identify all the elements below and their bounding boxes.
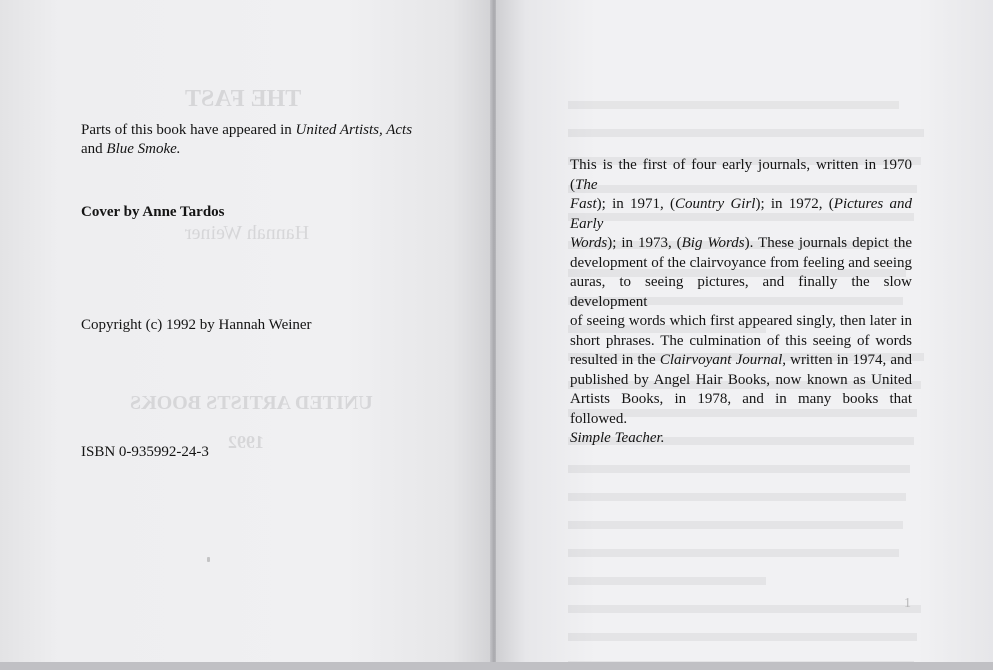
intro-text: ); in 1973, (: [607, 235, 682, 251]
intro-text: of seeing words which first appeared singly, then later in: [570, 313, 912, 329]
intro-line: [570, 156, 912, 195]
ack-publication-1: United Artists, Acts: [295, 122, 413, 138]
show-through-line: [568, 101, 928, 124]
show-through-line: [568, 129, 928, 152]
intro-text: short phrases. The culmination of this seeing of words: [570, 332, 912, 349]
show-through-line: [568, 577, 928, 600]
show-through-line: [568, 549, 928, 572]
isbn: ISBN 0-935992-24-3: [81, 444, 209, 460]
intro-text: resulted in the: [570, 352, 660, 368]
intro-title-italic: Simple Teacher.: [570, 430, 665, 446]
show-through-line: [568, 605, 928, 628]
intro-text: development of the clairvoyance from feeling and seeing: [570, 254, 912, 271]
ack-publication-2: Blue Smoke.: [106, 141, 181, 157]
intro-line: [570, 371, 912, 391]
intro-title-italic: Words: [570, 235, 608, 251]
show-through-line: [568, 521, 928, 544]
ack-and: and: [81, 141, 107, 157]
intro-line: [570, 351, 912, 371]
introduction-paragraph: [570, 156, 912, 449]
show-through-title: THE FAST: [185, 86, 302, 112]
intro-text: auras, to seeing pictures, and finally the slow development: [570, 274, 912, 310]
left-page: [0, 0, 492, 662]
intro-line: [570, 429, 912, 449]
page-bottom-edge: [0, 662, 993, 670]
ack-prefix: Parts of this book have appeared in: [81, 122, 296, 138]
copyright-notice: Copyright (c) 1992 by Hannah Weiner: [81, 317, 312, 333]
intro-title-italic: Country Girl: [675, 196, 756, 212]
show-through-line: [568, 633, 928, 656]
intro-line: [570, 234, 912, 254]
intro-text: Artists Books, in 1978, and in many books that followed.: [570, 391, 912, 427]
intro-title-italic: The: [575, 176, 598, 193]
show-through-publisher: UNITED ARTISTS BOOKS: [130, 392, 373, 414]
intro-text: ); in 1971, (: [596, 196, 676, 212]
acknowledgement-text: [81, 121, 441, 159]
intro-line: [570, 273, 912, 312]
intro-text: This is the first of four early journals, written in 1970 (: [570, 157, 912, 193]
intro-title-italic: Fast: [570, 196, 597, 212]
cover-credit: Cover by Anne Tardos: [81, 204, 225, 220]
intro-title-italic: Pictures and Early: [570, 196, 912, 232]
page-number: 1: [904, 596, 911, 611]
intro-text: ); in 1972, (: [755, 196, 834, 212]
intro-line: [570, 390, 912, 429]
show-through-line: [568, 493, 928, 516]
intro-text: , written in 1974, and: [782, 352, 912, 368]
paper-speck: [207, 557, 210, 562]
intro-title-italic: Clairvoyant Journal: [659, 352, 783, 368]
intro-line: [570, 332, 912, 352]
intro-line: [570, 312, 912, 332]
show-through-author: Hannah Weiner: [185, 222, 310, 244]
intro-title-italic: Big Words: [681, 235, 745, 251]
intro-line: [570, 254, 912, 274]
intro-text: ). These journals depict the: [744, 235, 912, 251]
show-through-line: [568, 465, 928, 488]
intro-text: published by Angel Hair Books, now known as United: [570, 371, 912, 388]
intro-line: [570, 195, 912, 234]
show-through-year: 1992: [228, 432, 264, 452]
